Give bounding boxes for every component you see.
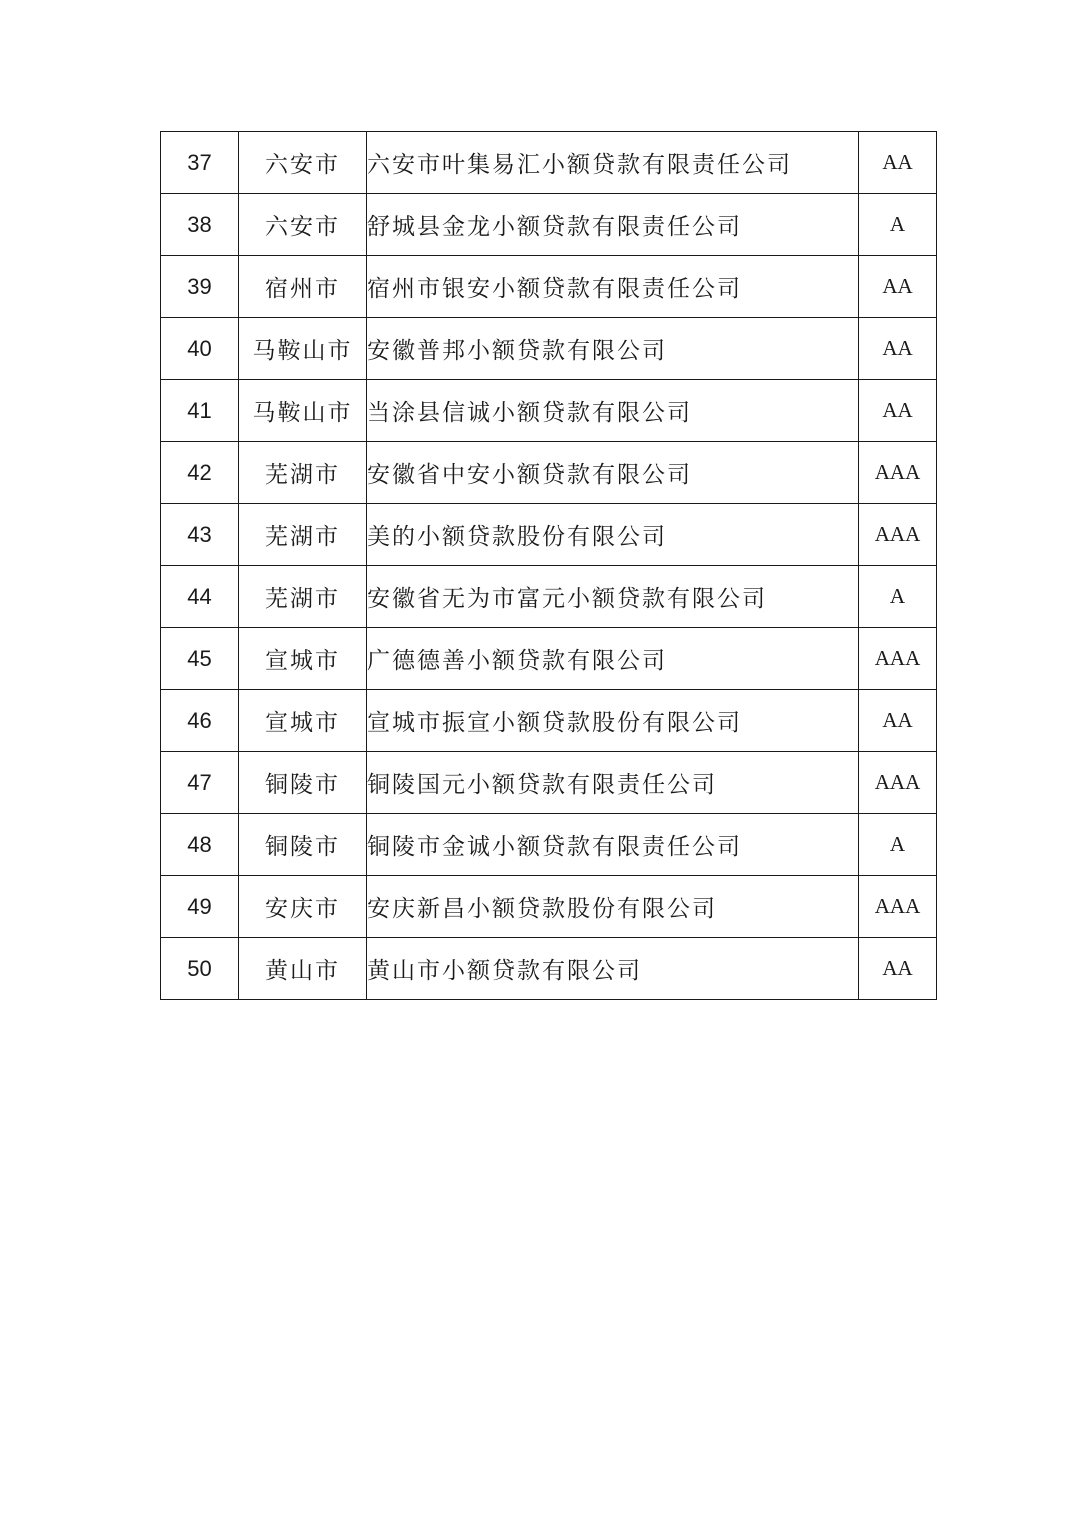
table-row bbox=[161, 876, 937, 938]
company-name-cell: 当涂县信诚小额贷款有限公司 bbox=[367, 380, 859, 442]
rating-cell: AA bbox=[859, 690, 937, 752]
company-rating-table bbox=[160, 131, 937, 1000]
city-cell: 宣城市 bbox=[239, 690, 367, 752]
city-cell: 芜湖市 bbox=[239, 504, 367, 566]
city-cell: 芜湖市 bbox=[239, 442, 367, 504]
row-number: 46 bbox=[161, 690, 239, 752]
table-body bbox=[161, 132, 937, 1000]
rating-cell: AAA bbox=[859, 504, 937, 566]
row-number: 37 bbox=[161, 132, 239, 194]
city-cell: 芜湖市 bbox=[239, 566, 367, 628]
company-name-cell: 舒城县金龙小额贷款有限责任公司 bbox=[367, 194, 859, 256]
row-number: 50 bbox=[161, 938, 239, 1000]
table-row bbox=[161, 690, 937, 752]
row-number: 40 bbox=[161, 318, 239, 380]
row-number: 44 bbox=[161, 566, 239, 628]
row-number: 47 bbox=[161, 752, 239, 814]
rating-cell: AA bbox=[859, 132, 937, 194]
row-number: 41 bbox=[161, 380, 239, 442]
city-cell: 六安市 bbox=[239, 194, 367, 256]
table-row bbox=[161, 752, 937, 814]
rating-cell: AAA bbox=[859, 628, 937, 690]
row-number: 49 bbox=[161, 876, 239, 938]
table-row bbox=[161, 132, 937, 194]
table-row bbox=[161, 628, 937, 690]
table-row bbox=[161, 938, 937, 1000]
table-row bbox=[161, 504, 937, 566]
company-name-cell: 铜陵国元小额贷款有限责任公司 bbox=[367, 752, 859, 814]
rating-cell: AAA bbox=[859, 752, 937, 814]
company-name-cell: 安徽省中安小额贷款有限公司 bbox=[367, 442, 859, 504]
city-cell: 宣城市 bbox=[239, 628, 367, 690]
table-row bbox=[161, 256, 937, 318]
rating-cell: AA bbox=[859, 318, 937, 380]
city-cell: 马鞍山市 bbox=[239, 380, 367, 442]
company-name-cell: 广德德善小额贷款有限公司 bbox=[367, 628, 859, 690]
city-cell: 铜陵市 bbox=[239, 752, 367, 814]
row-number: 43 bbox=[161, 504, 239, 566]
city-cell: 六安市 bbox=[239, 132, 367, 194]
rating-cell: AAA bbox=[859, 876, 937, 938]
table-row bbox=[161, 380, 937, 442]
rating-cell: AAA bbox=[859, 442, 937, 504]
city-cell: 宿州市 bbox=[239, 256, 367, 318]
city-cell: 铜陵市 bbox=[239, 814, 367, 876]
city-cell: 马鞍山市 bbox=[239, 318, 367, 380]
rating-cell: AA bbox=[859, 256, 937, 318]
company-name-cell: 安徽省无为市富元小额贷款有限公司 bbox=[367, 566, 859, 628]
company-name-cell: 铜陵市金诚小额贷款有限责任公司 bbox=[367, 814, 859, 876]
table-row bbox=[161, 442, 937, 504]
company-name-cell: 安徽普邦小额贷款有限公司 bbox=[367, 318, 859, 380]
row-number: 39 bbox=[161, 256, 239, 318]
rating-cell: A bbox=[859, 814, 937, 876]
table-row bbox=[161, 814, 937, 876]
row-number: 38 bbox=[161, 194, 239, 256]
company-name-cell: 宣城市振宣小额贷款股份有限公司 bbox=[367, 690, 859, 752]
table-row bbox=[161, 318, 937, 380]
rating-cell: AA bbox=[859, 380, 937, 442]
row-number: 42 bbox=[161, 442, 239, 504]
rating-cell: A bbox=[859, 566, 937, 628]
table-row bbox=[161, 194, 937, 256]
row-number: 45 bbox=[161, 628, 239, 690]
rating-cell: AA bbox=[859, 938, 937, 1000]
table-row bbox=[161, 566, 937, 628]
company-name-cell: 六安市叶集易汇小额贷款有限责任公司 bbox=[367, 132, 859, 194]
city-cell: 黄山市 bbox=[239, 938, 367, 1000]
company-name-cell: 宿州市银安小额贷款有限责任公司 bbox=[367, 256, 859, 318]
row-number: 48 bbox=[161, 814, 239, 876]
rating-cell: A bbox=[859, 194, 937, 256]
company-name-cell: 美的小额贷款股份有限公司 bbox=[367, 504, 859, 566]
city-cell: 安庆市 bbox=[239, 876, 367, 938]
company-name-cell: 黄山市小额贷款有限公司 bbox=[367, 938, 859, 1000]
company-name-cell: 安庆新昌小额贷款股份有限公司 bbox=[367, 876, 859, 938]
